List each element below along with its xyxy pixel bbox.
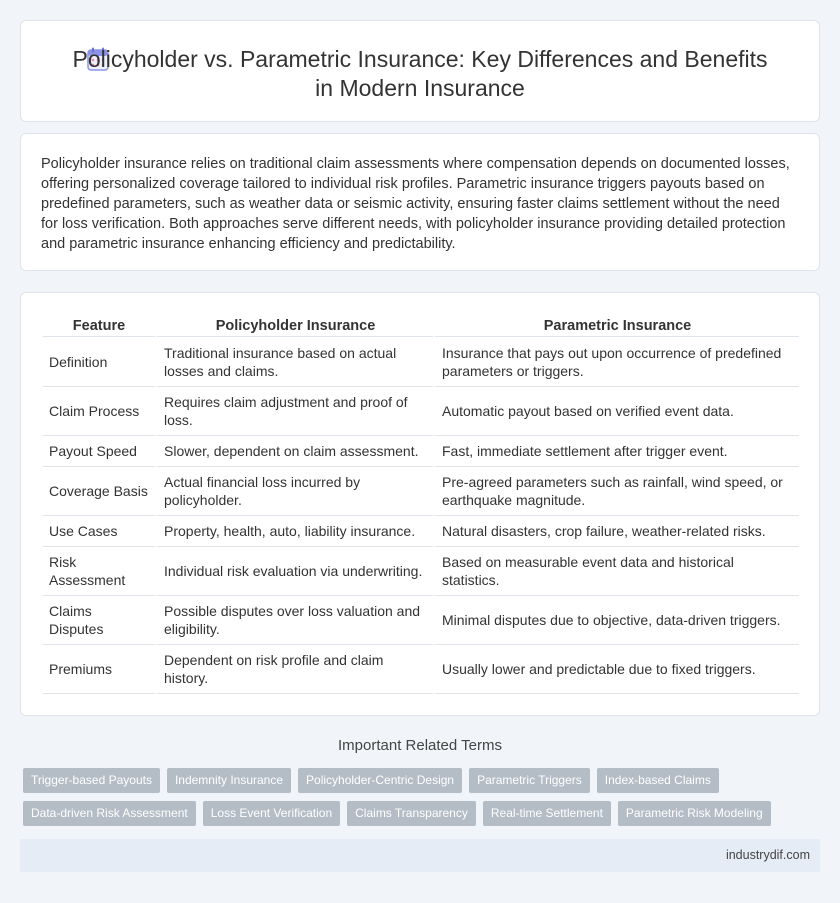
parametric-cell: Pre-agreed parameters such as rainfall, wind speed, or earthquake magnitude. [433, 467, 799, 516]
related-terms-list [23, 768, 803, 834]
table-row [43, 337, 799, 387]
policyholder-cell: Dependent on risk profile and claim history. [155, 645, 433, 694]
tag-index-based-claims[interactable]: Index-based Claims [597, 768, 719, 793]
tag-row [23, 801, 803, 826]
table-row [43, 547, 799, 596]
comparison-card [20, 292, 820, 716]
table-row [43, 387, 799, 436]
comparison-table [43, 314, 799, 694]
feature-cell: Risk Assessment [43, 547, 155, 596]
tag-parametric-risk-modeling[interactable]: Parametric Risk Modeling [618, 801, 771, 826]
feature-cell: Use Cases [43, 516, 155, 547]
table-header-row [43, 314, 799, 337]
feature-cell: Payout Speed [43, 436, 155, 467]
policyholder-cell: Traditional insurance based on actual losses and claims. [155, 337, 433, 387]
intro-paragraph: Policyholder insurance relies on traditional claim assessments where compensation depends on documented losses, offering personalized coverage tailored to individual risk profiles. Parametric insurance triggers payouts based on predefined parameters, such as weather data or seismic activity, ensuring faster claims settlement without the need for loss verification. Both approaches serve different needs, with policyholder insurance providing detailed protection and parametric insurance enhancing efficiency and predictability. [41, 156, 790, 252]
table-row [43, 516, 799, 547]
tag-parametric-triggers[interactable]: Parametric Triggers [469, 768, 590, 793]
table-row [43, 645, 799, 694]
table-row [43, 467, 799, 516]
column-header-policyholder: Policyholder Insurance [155, 314, 433, 337]
parametric-cell: Usually lower and predictable due to fixed triggers. [433, 645, 799, 694]
tag-row [23, 768, 803, 793]
policyholder-cell: Slower, dependent on claim assessment. [155, 436, 433, 467]
tag-trigger-based-payouts[interactable]: Trigger-based Payouts [23, 768, 160, 793]
feature-cell: Claims Disputes [43, 596, 155, 645]
parametric-cell: Insurance that pays out upon occurrence of predefined parameters or triggers. [433, 337, 799, 387]
policyholder-cell: Actual financial loss incurred by policyholder. [155, 467, 433, 516]
table-row [43, 596, 799, 645]
page-title: Policyholder vs. Parametric Insurance: Key Differences and Benefits in Modern Insurance [72, 46, 768, 101]
tag-data-driven-risk-assessment[interactable]: Data-driven Risk Assessment [23, 801, 196, 826]
policyholder-cell: Possible disputes over loss valuation and eligibility. [155, 596, 433, 645]
tag-loss-event-verification[interactable]: Loss Event Verification [203, 801, 340, 826]
feature-cell: Premiums [43, 645, 155, 694]
parametric-cell: Automatic payout based on verified event data. [433, 387, 799, 436]
parametric-cell: Minimal disputes due to objective, data-driven triggers. [433, 596, 799, 645]
policyholder-cell: Property, health, auto, liability insurance. [155, 516, 433, 547]
related-terms-title: Important Related Terms [338, 737, 502, 754]
column-header-parametric: Parametric Insurance [433, 314, 799, 337]
tag-policyholder-centric-design[interactable]: Policyholder-Centric Design [298, 768, 462, 793]
tag-claims-transparency[interactable]: Claims Transparency [347, 801, 476, 826]
tag-real-time-settlement[interactable]: Real-time Settlement [483, 801, 611, 826]
feature-cell: Definition [43, 337, 155, 387]
footer [20, 839, 820, 872]
parametric-cell: Fast, immediate settlement after trigger event. [433, 436, 799, 467]
column-header-feature: Feature [43, 314, 155, 337]
intro-card [20, 133, 820, 271]
footer-site-link[interactable]: industrydif.com [725, 848, 810, 862]
feature-cell: Claim Process [43, 387, 155, 436]
tag-indemnity-insurance[interactable]: Indemnity Insurance [167, 768, 291, 793]
table-row [43, 436, 799, 467]
parametric-cell: Based on measurable event data and historical statistics. [433, 547, 799, 596]
feature-cell: Coverage Basis [43, 467, 155, 516]
parametric-cell: Natural disasters, crop failure, weather-related risks. [433, 516, 799, 547]
policyholder-cell: Individual risk evaluation via underwriting. [155, 547, 433, 596]
policyholder-cell: Requires claim adjustment and proof of loss. [155, 387, 433, 436]
header-card [20, 20, 820, 122]
